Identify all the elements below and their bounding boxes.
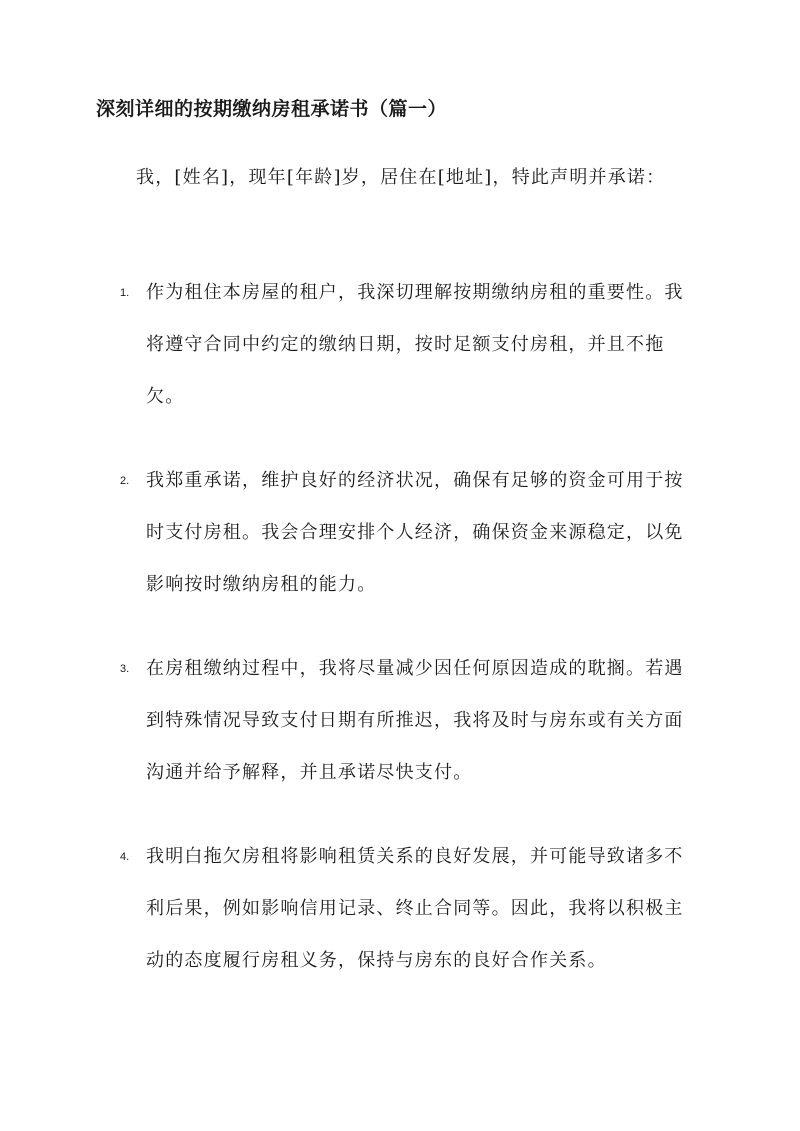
list-item — [96, 455, 696, 611]
list-item — [96, 643, 696, 799]
intro-paragraph: 我，[姓名]，现年[年龄]岁，居住在[地址]，特此声明并承诺： — [136, 167, 666, 188]
list-item-number: 1. — [120, 287, 130, 299]
document-title: 深刻详细的按期缴纳房租承诺书（篇一） — [96, 98, 448, 120]
list-item-text: 我郑重承诺，维护良好的经济状况，确保有足够的资金可用于按时支付房租。我会合理安排个人经济，确保资金来源稳定，以免影响按时缴纳房租的能力。 — [146, 470, 684, 595]
list-item-text: 作为租住本房屋的租户，我深切理解按期缴纳房租的重要性。我将遵守合同中约定的缴纳日期，按时足额支付房租，并且不拖欠。 — [146, 282, 684, 407]
list-item — [96, 267, 696, 423]
list-item-number: 2. — [120, 475, 130, 487]
list-item-number: 4. — [120, 851, 130, 863]
list-item-text: 我明白拖欠房租将影响租赁关系的良好发展，并可能导致诸多不利后果，例如影响信用记录、终止合同等。因此，我将以积极主动的态度履行房租义务，保持与房东的良好合作关系。 — [146, 846, 684, 971]
list-item-text: 在房租缴纳过程中，我将尽量减少因任何原因造成的耽搁。若遇到特殊情况导致支付日期有所推迟，我将及时与房东或有关方面沟通并给予解释，并且承诺尽快支付。 — [146, 658, 684, 783]
commitment-list — [96, 267, 696, 1019]
list-item — [96, 831, 696, 987]
list-item-number: 3. — [120, 663, 130, 675]
